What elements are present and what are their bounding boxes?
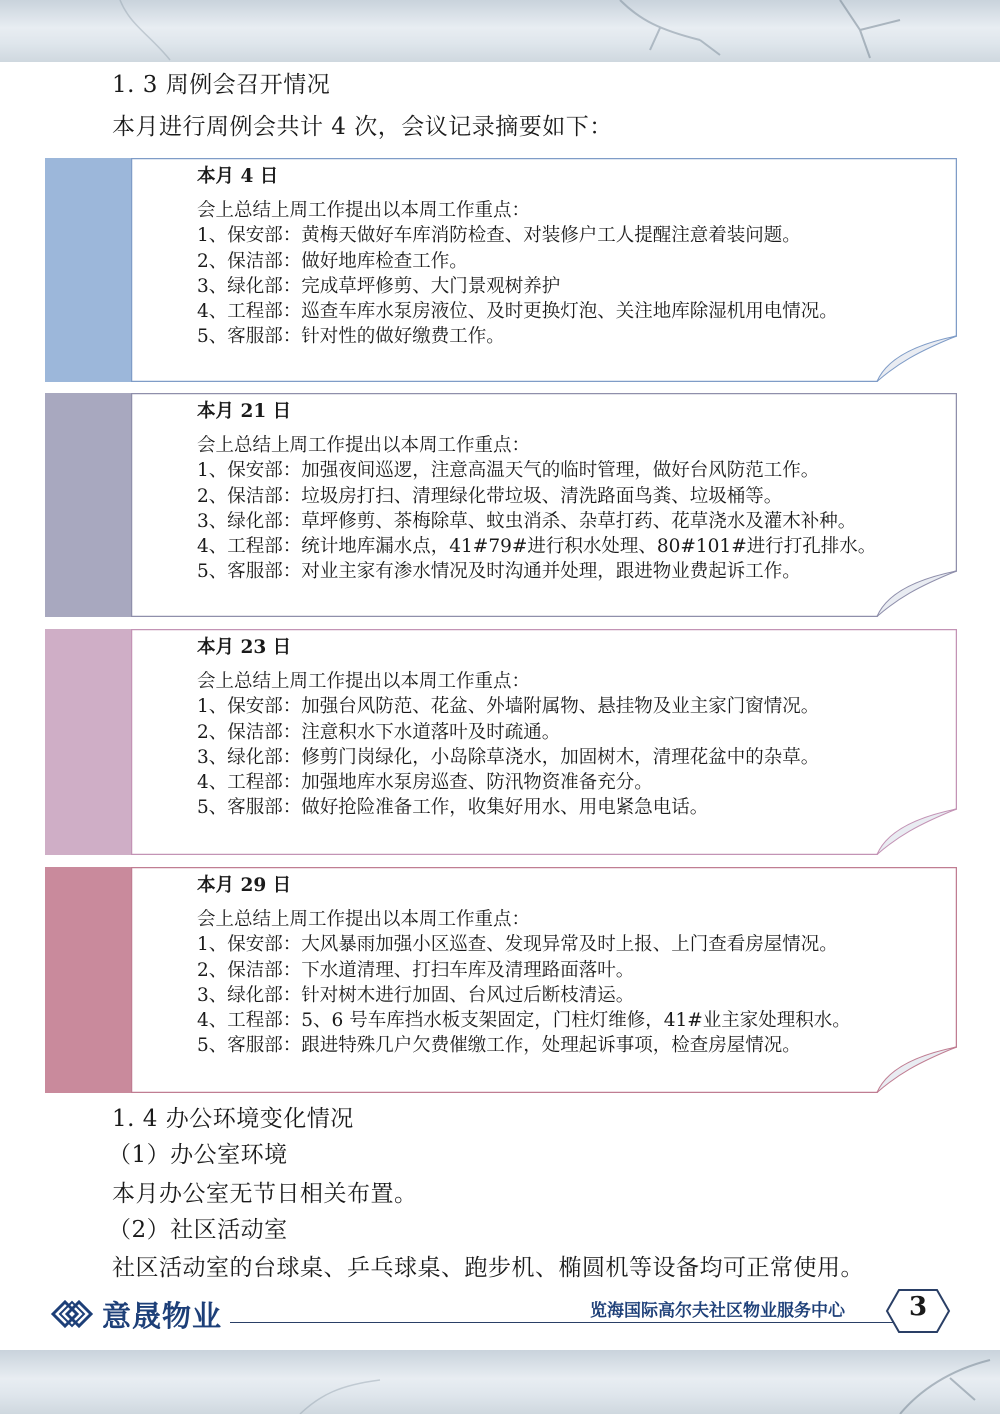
meeting-date: 本月 29 日 [197,875,292,896]
meeting-item: 1、保安部：大风暴雨加强小区巡查、发现异常及时上报、上门查看房屋情况。 [197,934,838,956]
meeting-item: 1、保安部：加强台风防范、花盆、外墙附属物、悬挂物及业主家门窗情况。 [197,696,820,718]
frost-branch-decoration [0,0,1000,62]
meeting-item: 4、工程部：加强地库水泵房巡查、防汛物资准备充分。 [197,772,653,794]
meeting-summary: 会上总结上周工作提出以本周工作重点： [197,671,531,692]
meeting-item: 3、绿化部：完成草坪修剪、大门景观树养护 [197,275,561,297]
meeting-card [45,867,957,1093]
meeting-card [45,393,957,617]
meeting-date: 本月 21 日 [197,401,292,422]
meeting-item: 2、保洁部：注意积水下水道落叶及时疏通。 [197,721,561,743]
meeting-note [131,393,957,617]
meeting-note [131,629,957,855]
service-center-name: 览海国际高尔夫社区物业服务中心 [590,1301,845,1321]
footer-decoration [0,1350,1000,1414]
meetings-heading: 1. 3 周例会召开情况 [112,72,331,98]
meeting-summary: 会上总结上周工作提出以本周工作重点： [197,909,531,930]
meeting-item: 5、客服部：做好抢险准备工作，收集好用水、用电紧急电话。 [197,797,709,819]
meeting-item: 3、绿化部：草坪修剪、茶梅除草、蚊虫消杀、杂草打药、花草浇水及灌木补种。 [197,510,857,532]
office-subheading-2: （2）社区活动室 [108,1217,288,1243]
meeting-item: 5、客服部：跟进特殊几户欠费催缴工作，处理起诉事项，检查房屋情况。 [197,1035,801,1057]
office-heading: 1. 4 办公环境变化情况 [112,1106,354,1132]
meetings-intro: 本月进行周例会共计 4 次，会议记录摘要如下： [112,114,613,140]
meeting-note [131,867,957,1093]
office-text-1: 本月办公室无节日相关布置。 [112,1181,418,1207]
meeting-card [45,158,957,382]
page-footer [0,1288,1000,1340]
page-number: 3 [908,1292,928,1322]
meeting-summary: 会上总结上周工作提出以本周工作重点： [197,200,531,221]
page-number-badge [885,1288,953,1334]
company-logo-icon [45,1292,99,1336]
meeting-date: 本月 23 日 [197,637,292,658]
meeting-card [45,629,957,855]
meeting-item: 3、绿化部：针对树木进行加固、台风过后断枝清运。 [197,984,635,1006]
meeting-item: 4、工程部：统计地库漏水点，41#79#进行积水处理、80#101#进行打孔排水。 [197,536,877,558]
office-text-2: 社区活动室的台球桌、乒乓球桌、跑步机、椭圆机等设备均可正常使用。 [112,1255,864,1281]
meeting-item: 5、客服部：对业主家有渗水情况及时沟通并处理，跟进物业费起诉工作。 [197,561,801,583]
meeting-item: 2、保洁部：下水道清理、打扫车库及清理路面落叶。 [197,959,635,981]
frost-branch-decoration [0,1350,1000,1414]
footer-rule [230,1322,895,1323]
meeting-item: 4、工程部：5、6 号车库挡水板支架固定，门柱灯维修，41#业主家处理积水。 [197,1010,851,1032]
meeting-item: 2、保洁部：做好地库检查工作。 [197,250,468,272]
meeting-item: 1、保安部：加强夜间巡逻，注意高温天气的临时管理，做好台风防范工作。 [197,460,820,482]
company-brand: 意晟物业 [102,1299,223,1333]
meeting-date: 本月 4 日 [197,166,279,187]
meeting-item: 1、保安部：黄梅天做好车库消防检查、对装修户工人提醒注意着装问题。 [197,225,801,247]
meeting-item: 5、客服部：针对性的做好缴费工作。 [197,326,505,348]
meeting-item: 3、绿化部：修剪门岗绿化，小岛除草浇水，加固树木，清理花盆中的杂草。 [197,746,820,768]
header-decoration [0,0,1000,62]
meeting-summary: 会上总结上周工作提出以本周工作重点： [197,435,531,456]
meeting-note [131,158,957,382]
office-subheading-1: （1）办公室环境 [108,1142,288,1168]
meeting-item: 2、保洁部：垃圾房打扫、清理绿化带垃圾、清洗路面鸟粪、垃圾桶等。 [197,485,783,507]
meeting-item: 4、工程部：巡查车库水泵房液位、及时更换灯泡、关注地库除湿机用电情况。 [197,301,838,323]
